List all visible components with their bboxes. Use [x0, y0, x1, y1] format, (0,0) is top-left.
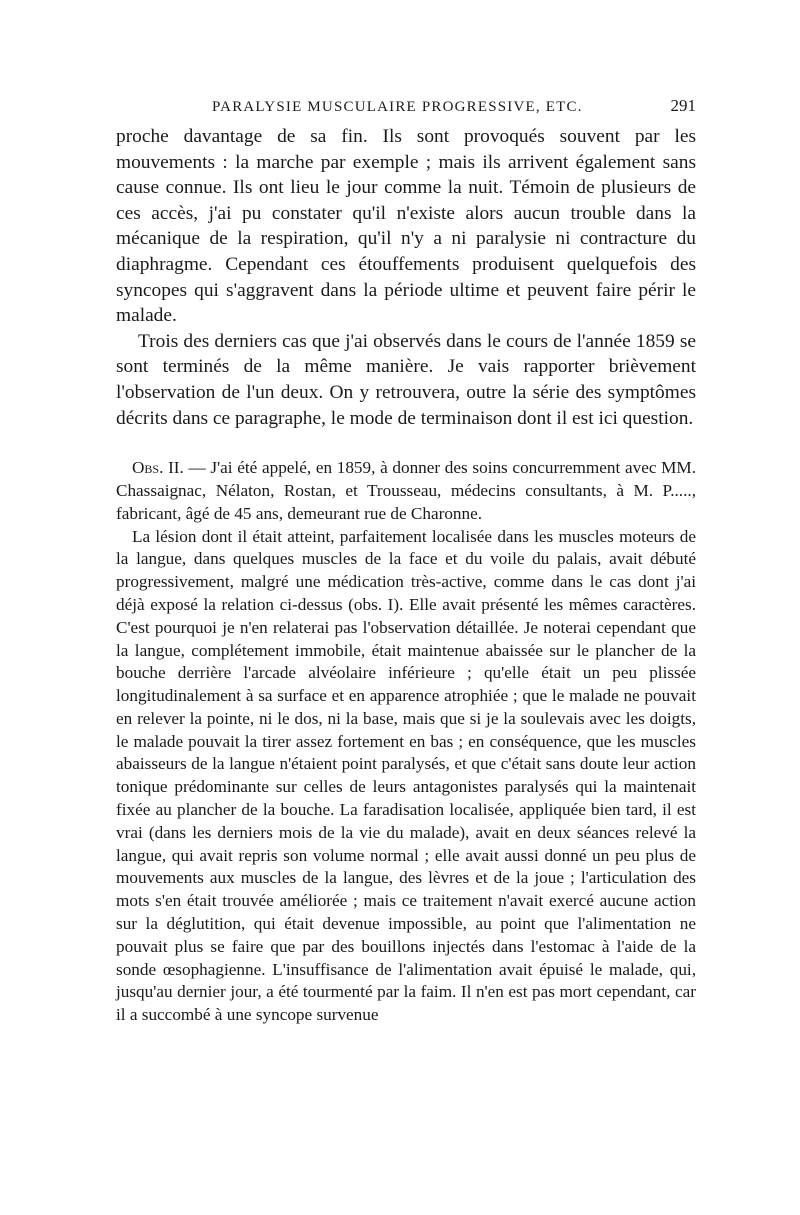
running-head-title: PARALYSIE MUSCULAIRE PROGRESSIVE, ETC.: [212, 99, 583, 115]
observation-intro-text: — J'ai été appelé, en 1859, à donner des soins concurremment avec MM. Chassaignac, Nélaton, Rostan, et Trousseau, médecins consultants, à M. P....., fabricant, âgé de 45 ans, demeurant rue de Charonne.: [116, 458, 696, 523]
paragraph: Trois des derniers cas que j'ai observés dans le cours de l'année 1859 se sont terminés de la même manière. Je vais rapporter brièvement l'observation de l'un deux. On y retrouvera, outre la série des symptômes décrits dans ce paragraphe, le mode de terminaison dont il est ici question.: [116, 330, 696, 429]
observation-label: Obs. II.: [132, 458, 184, 478]
observation-paragraph: La lésion dont il était atteint, parfaitement localisée dans les muscles moteurs de la langue, dans quelques muscles de la face et du voile du palais, avait débuté progressivement, malgré une médication très-active, comme dans le cas dont j'ai déjà exposé la relation ci-dessus (obs. I). Elle avait présenté les mêmes caractères. C'est pourquoi je n'en relaterai pas l'observation détaillée. Je noterai cependant que la langue, complétement immobile, était maintenue abaissée sur le plancher de la bouche derrière l'arcade alvéolaire inférieure ; qu'elle était un peu plissée longitudinalement à sa surface et en apparence atrophiée ; que le malade ne pouvait en relever la pointe, ni le dos, ni la base, mais que si je la soulevais avec les doigts, le malade pouvait la tirer assez fortement en bas ; en conséquence, que les muscles abaisseurs de la langue n'étaient point paralysés, et que c'était sans doute leur action tonique prédominante sur celles de leurs antagonistes paralysés qui la maintenait fixée au plancher de la bouche. La faradisation localisée, appliquée bien tard, il est vrai (dans les derniers mois de la vie du malade), avait en deux séances relevé la langue, qui avait repris son volume normal ; elle avait aussi donné un peu plus de mouvements aux muscles de la langue, des lèvres et de la joue ; l'articulation des mots s'en était trouvée améliorée ; mais ce traitement n'avait exercé aucune action sur la déglutition, qui était devenue impossible, au point que l'alimentation ne pouvait plus se faire que par des bouillons injectés dans l'estomac à l'aide de la sonde œsophagienne. L'insuffisance de l'alimentation avait épuisé le malade, qui, jusqu'au dernier jour, a été tourmenté par la faim. Il n'en est pas mort cependant, car il a succombé à une syncope survenue: [116, 526, 696, 1025]
observation-intro: [116, 457, 696, 525]
paragraph-continued: proche davantage de sa fin. Ils sont provoqués souvent par les mouvements : la marche par exemple ; mais ils arrivent également sans cause connue. Ils ont lieu le jour comme la nuit. Témoin de plusieurs de ces accès, j'ai pu constater qu'il n'existe alors aucun trouble dans la mécanique de la respiration, qu'il n'y a ni paralysie ni contracture du diaphragme. Cependant ces étouffements produisent quelquefois des syncopes qui s'aggravent dans la période ultime et peuvent faire périr le malade.: [116, 126, 696, 327]
observation-block: [116, 457, 696, 1027]
page-number: 291: [670, 96, 696, 115]
body-text: [116, 124, 696, 431]
running-head: [116, 96, 696, 122]
